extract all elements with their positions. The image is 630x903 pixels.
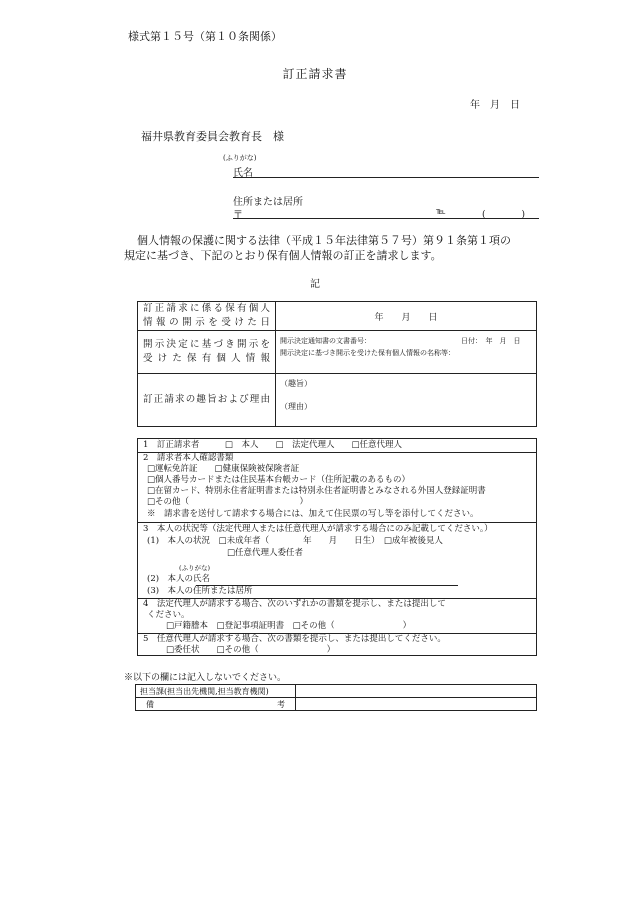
name-field[interactable] [233, 177, 539, 178]
section-2-title: 2 請求者本人確認書類 [143, 453, 234, 463]
section-4-line-2: ください。 [147, 610, 190, 620]
section-1-requester[interactable]: 1 訂正請求者 □ 本人 □ 法定代理人 □任意代理人 [143, 440, 403, 450]
section-3-line-1[interactable]: (1) 本人の状況 □未成年者（ 年 月 日生） □成年被後見人 [147, 536, 443, 546]
addressee: 福井県教育委員会教育長 様 [141, 130, 284, 143]
row1-label: 訂正請求に係る保有個人 情報の開示を受けた日 [138, 302, 276, 331]
section-3-line-2[interactable]: □任意代理人委任者 [227, 548, 304, 558]
furigana-label: (ふりがな) [223, 154, 257, 162]
section-4-line-3[interactable]: □戸籍謄本 □登記事項証明書 □その他（ ） [166, 621, 412, 631]
section-3-furigana: (ふりがな) [179, 564, 211, 572]
office-row-department: 担当課(担当出先機関,担当教育機関) [136, 685, 296, 698]
name-label: 氏名 [233, 168, 253, 179]
date-line: 年 月 日 [470, 100, 520, 111]
section-3-line-3[interactable]: (2) 本人の氏名 [147, 574, 211, 584]
address-label: 住所または居所 [233, 197, 303, 208]
section-2-line-2[interactable]: □個人番号カードまたは住民基本台帳カード（住所記載のあるもの） [147, 475, 411, 485]
office-row-department-value [296, 685, 537, 698]
reason-label: （理由） [280, 402, 312, 411]
info-name-label: 開示決定に基づき開示を受けた保有個人情報の名称等： [280, 349, 455, 357]
row2-label: 開示決定に基づき開示を 受けた保有個人情報 [138, 331, 276, 374]
disclosed-info-cell[interactable] [276, 331, 537, 374]
page-title: 訂正請求書 [282, 67, 348, 81]
section-2-line-3[interactable]: □在留カード、特別永住者証明書または特別永住者証明書とみなされる外国人登録証明書 [147, 486, 486, 496]
purpose-label: （趣旨） [280, 379, 312, 388]
row3-label: 訂正請求の趣旨および理由 [138, 374, 276, 427]
ki-heading: 記 [310, 279, 320, 290]
office-note: ※以下の欄には記入しないでください。 [124, 673, 287, 683]
office-row-remarks: 備 考 [136, 698, 296, 711]
section-3-title: 3 本人の状況等（法定代理人または任意代理人が請求する場合にのみ記載してください。） [143, 524, 493, 534]
postal-mark: 〒 [233, 210, 243, 221]
section-5-line-1: 5 任意代理人が請求する場合、次の書類を提示し、または提出してください。 [143, 634, 446, 644]
office-row-remarks-value [296, 698, 537, 711]
section-2-note: ※ 請求書を送付して請求する場合には、加えて住民票の写し等を添付してください。 [147, 509, 479, 519]
office-table [135, 684, 537, 711]
section-3-line-4[interactable]: (3) 本人の住所または居所 [147, 586, 253, 596]
doc-date-label: 日付： 年 月 日 [461, 337, 521, 345]
tel-mark: ℡ [436, 207, 446, 217]
tel-paren: ( ) [482, 210, 526, 220]
body-text-line-1: 個人情報の保護に関する法律（平成１５年法律第５７号）第９１条第１項の [137, 234, 511, 247]
disclosure-date-cell[interactable]: 年 月 日 [276, 302, 537, 331]
body-text-line-2: 規定に基づき、下記のとおり保有個人情報の訂正を請求します。 [124, 249, 442, 262]
section-2-line-4[interactable]: □その他（ ） [147, 497, 309, 507]
section-5-line-2[interactable]: □委任状 □その他（ ） [166, 645, 336, 655]
sections-box [137, 438, 537, 656]
address-field[interactable] [233, 218, 539, 219]
section-2-line-1[interactable]: □運転免許証 □健康保険被保険者証 [147, 464, 300, 474]
main-table [137, 301, 537, 427]
section-4-line-1: 4 法定代理人が請求する場合、次のいずれかの書類を提示し、または提出して [143, 599, 446, 609]
form-number: 様式第１５号（第１０条関係） [128, 30, 282, 43]
purpose-reason-cell[interactable] [276, 374, 537, 427]
doc-number-label: 開示決定通知書の文書番号： [280, 337, 371, 345]
